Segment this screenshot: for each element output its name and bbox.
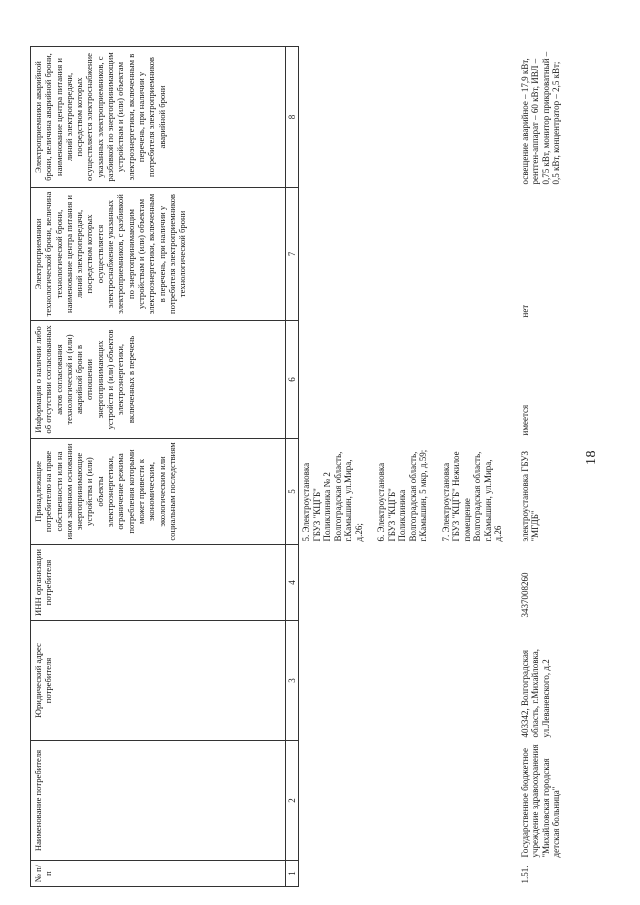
installation-name: электроустановка ГБУЗ "МГДБ" xyxy=(519,450,540,542)
column-number: 8 xyxy=(286,47,299,188)
header-installations: Принадлежащие потребителю на праве собственности или на ином законном основании энергопринимающие устройства и (или) объекты электроэнергетики, ограничение режима потребления которыми может привести к экономическим, экологическим или социальным последствиям xyxy=(31,439,286,545)
installation-site: 6. Электроустановка ГБУЗ "КЦГБ" Поликлиника Волгоградская область, г.Камышин, 5 мкр, д.59; xyxy=(376,449,428,542)
header-row xyxy=(31,47,286,887)
header-emergency-bron: Электроприемники аварийной брони, величина аварийной брони, наименование центра питания и линий электропередачи, посредством которых осуществляется электроснабжение указанных электроприемников, с разбивкой по энергопринимающим устройствам и (или) объектам электроэнергетики, включенным в перечень, при наличии у потребителя электроприемников аварийной брони xyxy=(31,47,286,188)
continuation-sites-cell xyxy=(299,439,518,545)
continuation-row xyxy=(299,47,518,887)
column-number: 5 xyxy=(286,439,299,545)
header-acts: Информация о наличии либо об отсутствии согласованных актов согласования технологической и (или) аварийной брони в отношении энергопринимающих устройств и (или) объектов электроэнергетики, включенных в перечень xyxy=(31,321,286,439)
installation-site: 5. Электроустановка ГБУЗ "КЦГБ" Поликлиника № 2 Волгоградская область, г.Камышин, ул.Мира, д.26; xyxy=(301,451,364,542)
column-number-row xyxy=(286,47,299,887)
header-tech-bron: Электроприемники технологической брони, величина технологической брони, наименование центра питания и линий электропередачи, посредством которых осуществляется электроснабжение указанных электроприемников, с разбивкой по энергопринимающим устройствам и (или) объектам электроэнергетики, включенным в перечень, при наличии у потребителя электроприемников технологической брони xyxy=(31,188,286,321)
installation-site: 7. Электроустановка ГБУЗ "КЦГБ" Нежилое помещение Волгоградская область, г.Камышин, ул.Мира, д.26 xyxy=(440,451,503,542)
column-number: 3 xyxy=(286,621,299,741)
header-inn: ИНН организации потребителя xyxy=(31,545,286,621)
column-number: 7 xyxy=(286,188,299,321)
page-number: 18 xyxy=(584,450,599,465)
consumers-table xyxy=(30,46,564,887)
consumer-address: 403342, Волгоградская область, г.Михайловка, ул.Леваневского, д.2 xyxy=(519,648,551,738)
emergency-bron-value: освещение аварийное – 17,9 кВт, рентген-аппарат – 60 кВт, ИВЛ – 0,75 кВт, монитор прикроватный – 0,5 кВт, концентратор – 2,5 кВт; xyxy=(519,51,561,185)
acts-status: имеется xyxy=(519,404,530,436)
column-number: 6 xyxy=(286,321,299,439)
header-address: Юридический адрес потребителя xyxy=(31,621,286,741)
table-row xyxy=(518,47,564,887)
header-name: Наименование потребителя xyxy=(31,741,286,861)
column-number: 4 xyxy=(286,545,299,621)
consumer-inn: 3437008260 xyxy=(519,572,530,618)
consumer-name: Государственное бюджетное учреждение здравоохранения "Михайловская городская детская больница" xyxy=(519,744,561,858)
column-number: 1 xyxy=(286,861,299,887)
column-number: 2 xyxy=(286,741,299,861)
header-no: № п/п xyxy=(31,861,286,887)
row-number: 1.51. xyxy=(519,865,530,884)
tech-bron-value: нет xyxy=(519,304,530,318)
